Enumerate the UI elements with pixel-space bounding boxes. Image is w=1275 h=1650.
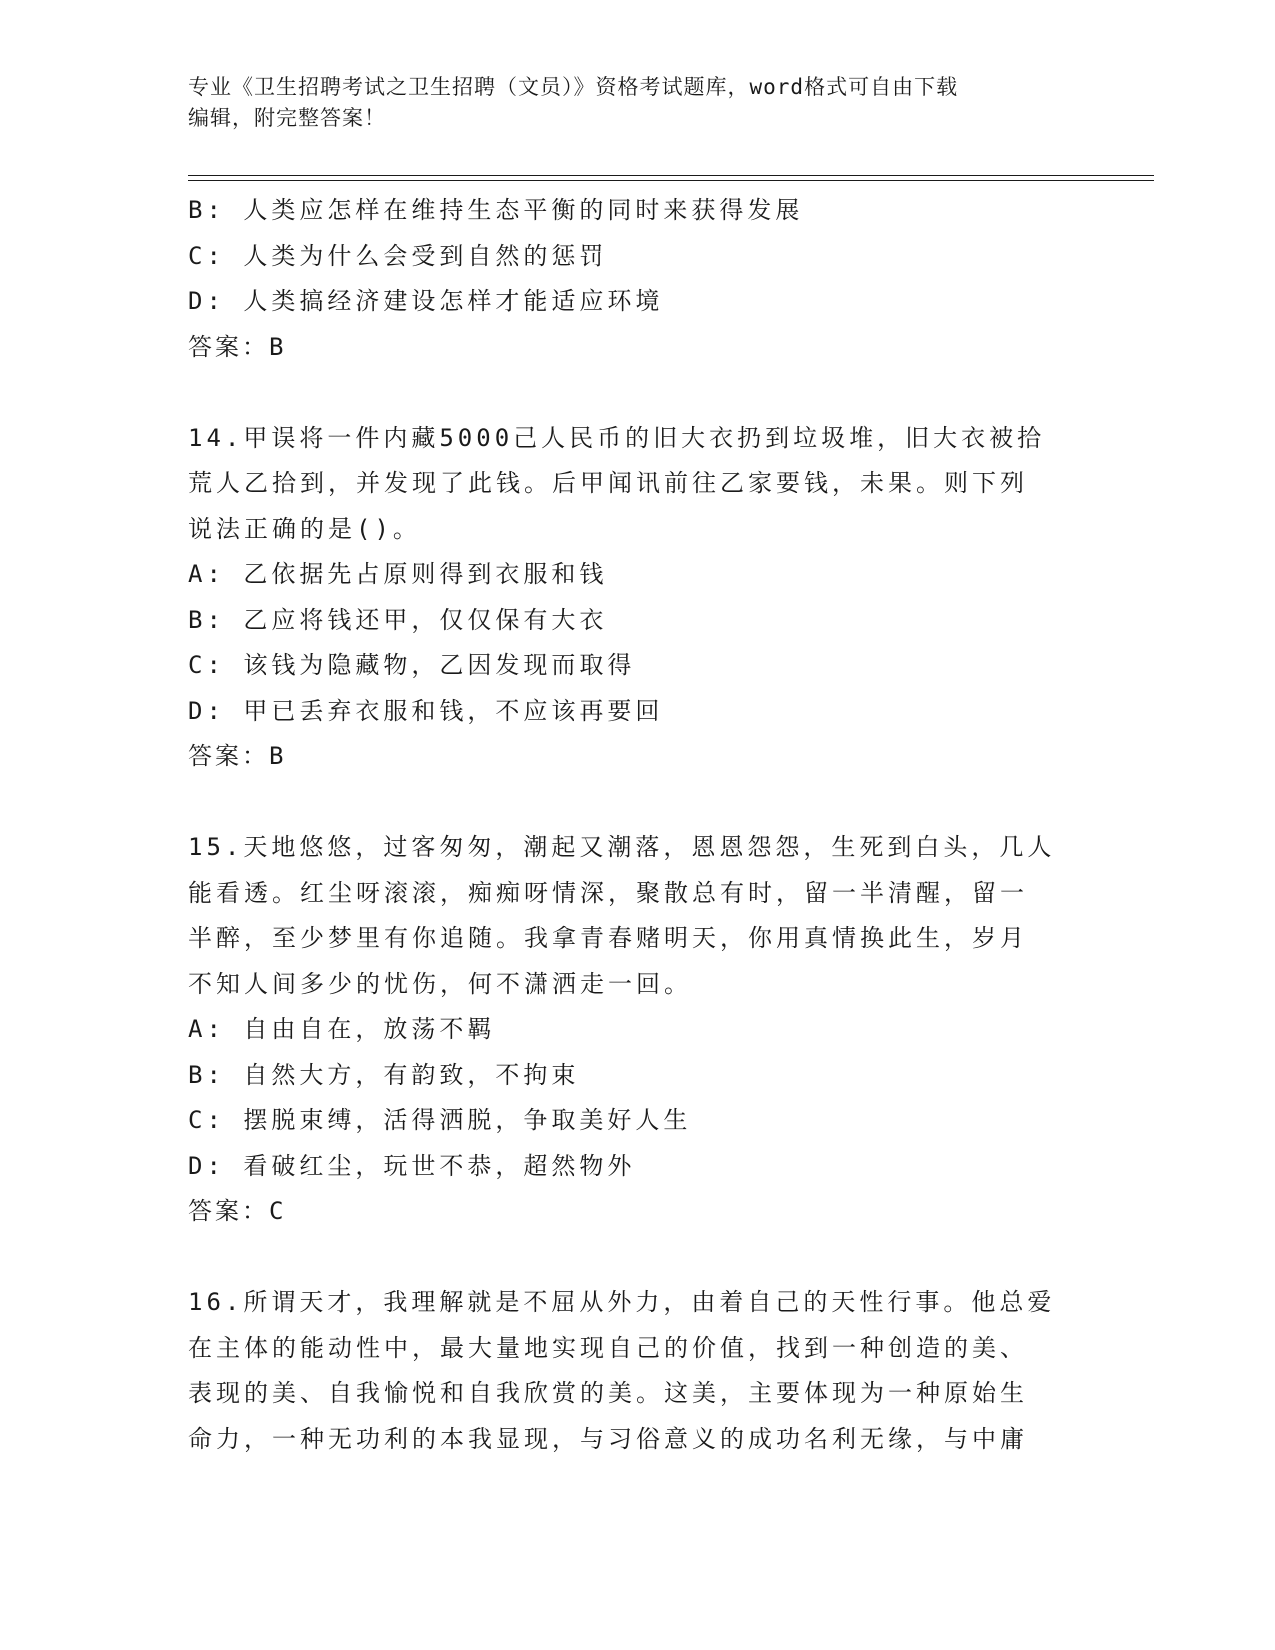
- question-16: [188, 1280, 1088, 1462]
- option-d: D: 人类搞经济建设怎样才能适应环境: [188, 287, 664, 315]
- answer-line: 答案：C: [188, 1197, 287, 1225]
- question-spacer: [188, 1235, 1088, 1281]
- question-stem-line: 16.所谓天才，我理解就是不屈从外力，由着自己的天性行事。他总爱: [188, 1288, 1056, 1316]
- question-stem-line: 15.天地悠悠，过客匆匆，潮起又潮落，恩恩怨怨，生死到白头，几人: [188, 833, 1056, 861]
- question-stem-line: 不知人间多少的忧伤，何不潇洒走一回。: [188, 969, 692, 998]
- question-13-tail: [188, 188, 1088, 370]
- answer-line: 答案：B: [188, 332, 287, 361]
- question-stem-line: 荒人乙拾到，并发现了此钱。后甲闻讯前往乙家要钱，未果。则下列: [188, 469, 1028, 497]
- question-stem-line: 半醉，至少梦里有你追随。我拿青春赌明天，你用真情换此生，岁月: [188, 924, 1028, 952]
- option-d: D: 看破红尘，玩世不恭，超然物外: [188, 1151, 636, 1180]
- header-divider-bottom: [188, 180, 1154, 181]
- question-spacer: [188, 370, 1088, 416]
- option-a: A: 自由自在，放荡不羁: [188, 1015, 496, 1043]
- option-a: A: 乙依据先占原则得到衣服和钱: [188, 560, 608, 588]
- question-stem-line: 能看透。红尘呀滚滚，痴痴呀情深，聚散总有时，留一半清醒，留一: [188, 878, 1028, 907]
- question-stem-line: 表现的美、自我愉悦和自我欣赏的美。这美，主要体现为一种原始生: [188, 1379, 1028, 1407]
- answer-line: 答案：B: [188, 742, 287, 770]
- option-c: C: 该钱为隐藏物，乙因发现而取得: [188, 651, 636, 679]
- question-stem-line: 在主体的能动性中，最大量地实现自己的价值，找到一种创造的美、: [188, 1333, 1028, 1362]
- option-d: D: 甲已丢弃衣服和钱，不应该再要回: [188, 696, 664, 725]
- option-b: B: 乙应将钱还甲，仅仅保有大衣: [188, 605, 608, 634]
- option-b: B: 自然大方，有韵致，不拘束: [188, 1060, 580, 1089]
- page-header: [188, 72, 1088, 134]
- document-body: [188, 188, 1088, 1462]
- question-spacer: [188, 780, 1088, 826]
- header-title-line-2: 编辑，附完整答案！: [188, 106, 386, 130]
- question-15: [188, 825, 1088, 1235]
- option-b: B: 人类应怎样在维持生态平衡的同时来获得发展: [188, 196, 804, 224]
- question-14: [188, 416, 1088, 780]
- question-stem-line: 命力，一种无功利的本我显现，与习俗意义的成功名利无缘，与中庸: [188, 1424, 1028, 1453]
- option-c: C: 摆脱束缚，活得洒脱，争取美好人生: [188, 1106, 692, 1134]
- question-stem-line: 14.甲误将一件内藏5000己人民币的旧大衣扔到垃圾堆，旧大衣被拾: [188, 423, 1046, 452]
- header-title-line-1: 专业《卫生招聘考试之卫生招聘（文员）》资格考试题库，word格式可自由下载: [188, 75, 959, 99]
- option-c: C: 人类为什么会受到自然的惩罚: [188, 241, 608, 270]
- question-stem-line: 说法正确的是()。: [188, 514, 421, 543]
- header-divider-top: [188, 175, 1154, 176]
